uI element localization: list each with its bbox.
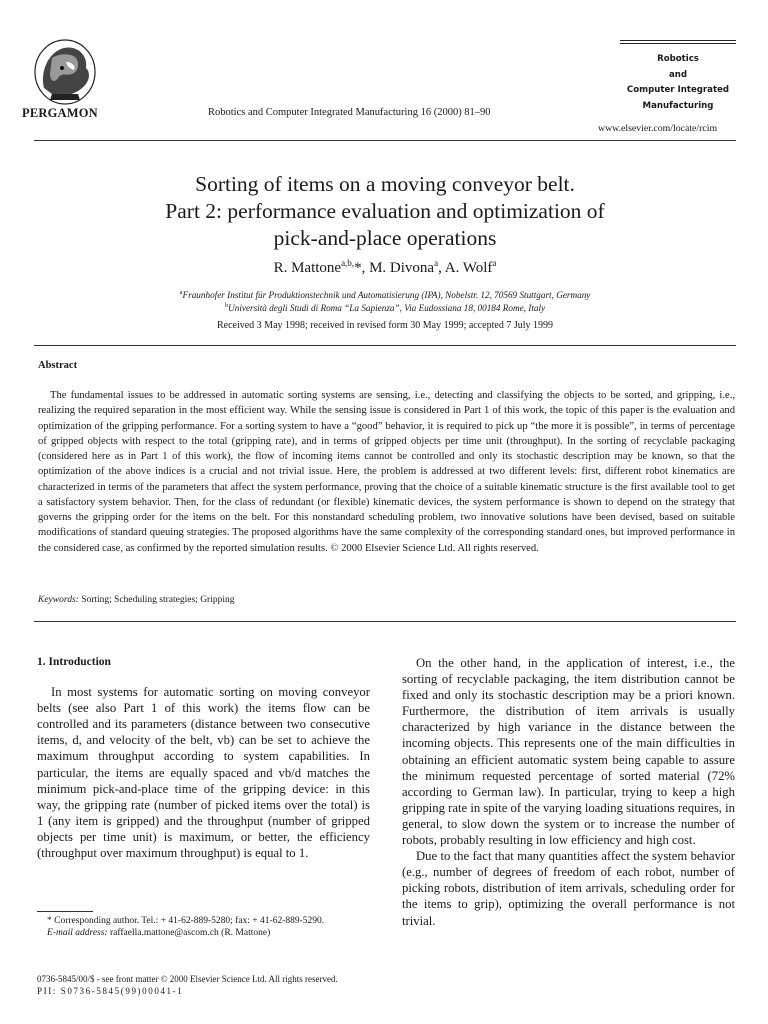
section-heading: 1. Introduction	[37, 656, 111, 668]
journal-title-box	[620, 40, 736, 114]
publisher-name: PERGAMON	[22, 106, 98, 120]
abstract-divider	[34, 621, 736, 622]
affiliation: $^a$Fraunhofer Institut für Produktionstechnik und Automatisierung (IPA), Nobelstr. 12, 70569 Stuttgart, Germany	[179, 289, 591, 301]
author-affil-mark: a,b,	[341, 258, 355, 268]
paragraph: In most systems for automatic sorting on moving conveyor belts (see also Part 1 of this work) the items flow can be controlled and its parameters (distance between two consecutive items, d, and velocity of the belt, vb) can be set to achieve the maximum throughput according to system capabilities. In particular, the items are equally spaced and vb/d matches the minimum pick-and-place time of the gripping device: in this way, the gripping rate (number of picked items over the total) is 1 (any item is gripped) and the throughput (number of gripped objects per time unit) is maximum, or better, the efficiency (throughput over maximum throughput) is equal to 1.	[37, 685, 370, 861]
paragraph: On the other hand, in the application of interest, i.e., the sorting of recyclable packaging, the item distribution cannot be fixed and only its stochastic description may be a priori known. Furthermore, the distribution of item arrivals is usually characterized by high variance in the distance between the incoming objects. This represents one of the main difficulties in obtaining an efficient automatic system being capable to assure the minimum requested percentage of sorted material (72% according to German law). In particular, trying to keep a high gripping rate in spite of the varying loading situations requires, in general, to slow down the system or to increase the number of robots, probably resulting in low efficiency and high cost.	[402, 656, 735, 848]
email-link[interactable]: raffaella.mattone@ascom.ch (R. Mattone)	[109, 928, 271, 939]
paragraph: Due to the fact that many quantities affect the system behavior (e.g., number of degrees of freedom of each robot, number of picking robots, distribution of item arrivals, scheduling order for the items to grip), optimizing the overall performance is not trivial.	[402, 849, 735, 928]
author-name: M. Divona	[369, 260, 435, 276]
received-dates: Received 3 May 1998; received in revised form 30 May 1999; accepted 7 July 1999	[216, 320, 553, 331]
keywords-text: Sorting; Scheduling strategies; Gripping	[81, 595, 235, 605]
copyright-block	[37, 973, 338, 998]
elsevier-tree-icon	[22, 38, 108, 106]
author-name: R. Mattone	[273, 260, 342, 276]
author-list: R. Mattone$^{a,b,}$*, M. Divona$^a$, A. Wolf$^a$	[273, 258, 497, 276]
paper-title: Sorting of items on a moving conveyor belt. Part 2: performance evaluation and optimization of pick-and-place operations	[165, 172, 605, 250]
author-affil-mark: a	[434, 258, 439, 268]
publisher-logo	[22, 38, 108, 106]
abstract-text: The fundamental issues to be addressed in automatic sorting systems are sensing, i.e., detecting and classifying the objects to be sorted, and gripping, i.e., realizing the required separation in the most efficient way. While the sensing issue is considered in Part 1 of this work, the topic of this paper is the evaluation and optimization of the gripping performance. For a sorting system to have a “good” behavior, it is required to pick up “the more it is possible”, in terms of percentage of gripped objects with respect to the total (gripping rate), and in terms of gripped objects per time unit (throughput). In the sorting of recyclable packaging (considered here as in Part 1 of this work), the flow of incoming items cannot be controlled and only its stochastic description may be known, so that the optimization of the above indices is a crucial and not trivial issue. Here, the problem is addressed at two different levels: first, different robot kinematics are characterized in terms of the parameters that affect the system performance, proving that the choice of a suitable kinematic structure is the first available tool to get a satisfactory system behavior. Then, for the class of redundant (or flexible) kinematic devices, the system performance is shown to depend on the strategy that governs the gripping order for the items on the belt. For this nonstandard scheduling problem, two innovative solutions have been devised, based on suitable modifications of standard queuing strategies. The proposed algorithms have the same complexity of the corresponding standard ones, but improved performance in the considered case, as confirmed by the reported simulation results. © 2000 Elsevier Science Ltd. All rights reserved.	[38, 390, 735, 554]
author-affil-mark: a	[492, 258, 497, 268]
abstract-heading: Abstract	[38, 360, 78, 371]
footnote	[37, 915, 370, 940]
email-label: E-mail address:	[47, 928, 108, 939]
journal-url-link[interactable]: www.elsevier.com/locate/rcim	[598, 123, 718, 134]
journal-citation: Robotics and Computer Integrated Manufacturing 16 (2000) 81–90	[208, 107, 491, 118]
keywords-label: Keywords:	[38, 595, 79, 605]
keywords	[38, 595, 235, 605]
copyright-line: 0736-5845/00/$ - see front matter © 2000 Elsevier Science Ltd. All rights reserved.	[37, 974, 338, 984]
column-left	[37, 654, 370, 861]
footnote-divider	[37, 911, 93, 912]
pii-line: PII: S0736-5845(99)00041-1	[37, 986, 184, 997]
corresponding-mark: *	[354, 260, 362, 276]
title-divider	[34, 345, 736, 346]
corresponding-author-note: * Corresponding author. Tel.: + 41-62-889-5280; fax: + 41-62-889-5290.	[47, 916, 325, 926]
column-right	[402, 655, 735, 929]
header-divider	[34, 140, 736, 141]
journal-name: Robotics and Computer Integrated Manufacturing	[626, 54, 730, 111]
author-name: A. Wolf	[444, 260, 493, 276]
affiliation: $^b$Università degli Studi di Roma “La Sapienza”, Via Eudossiana 18, 00184 Rome, Italy	[224, 302, 546, 314]
